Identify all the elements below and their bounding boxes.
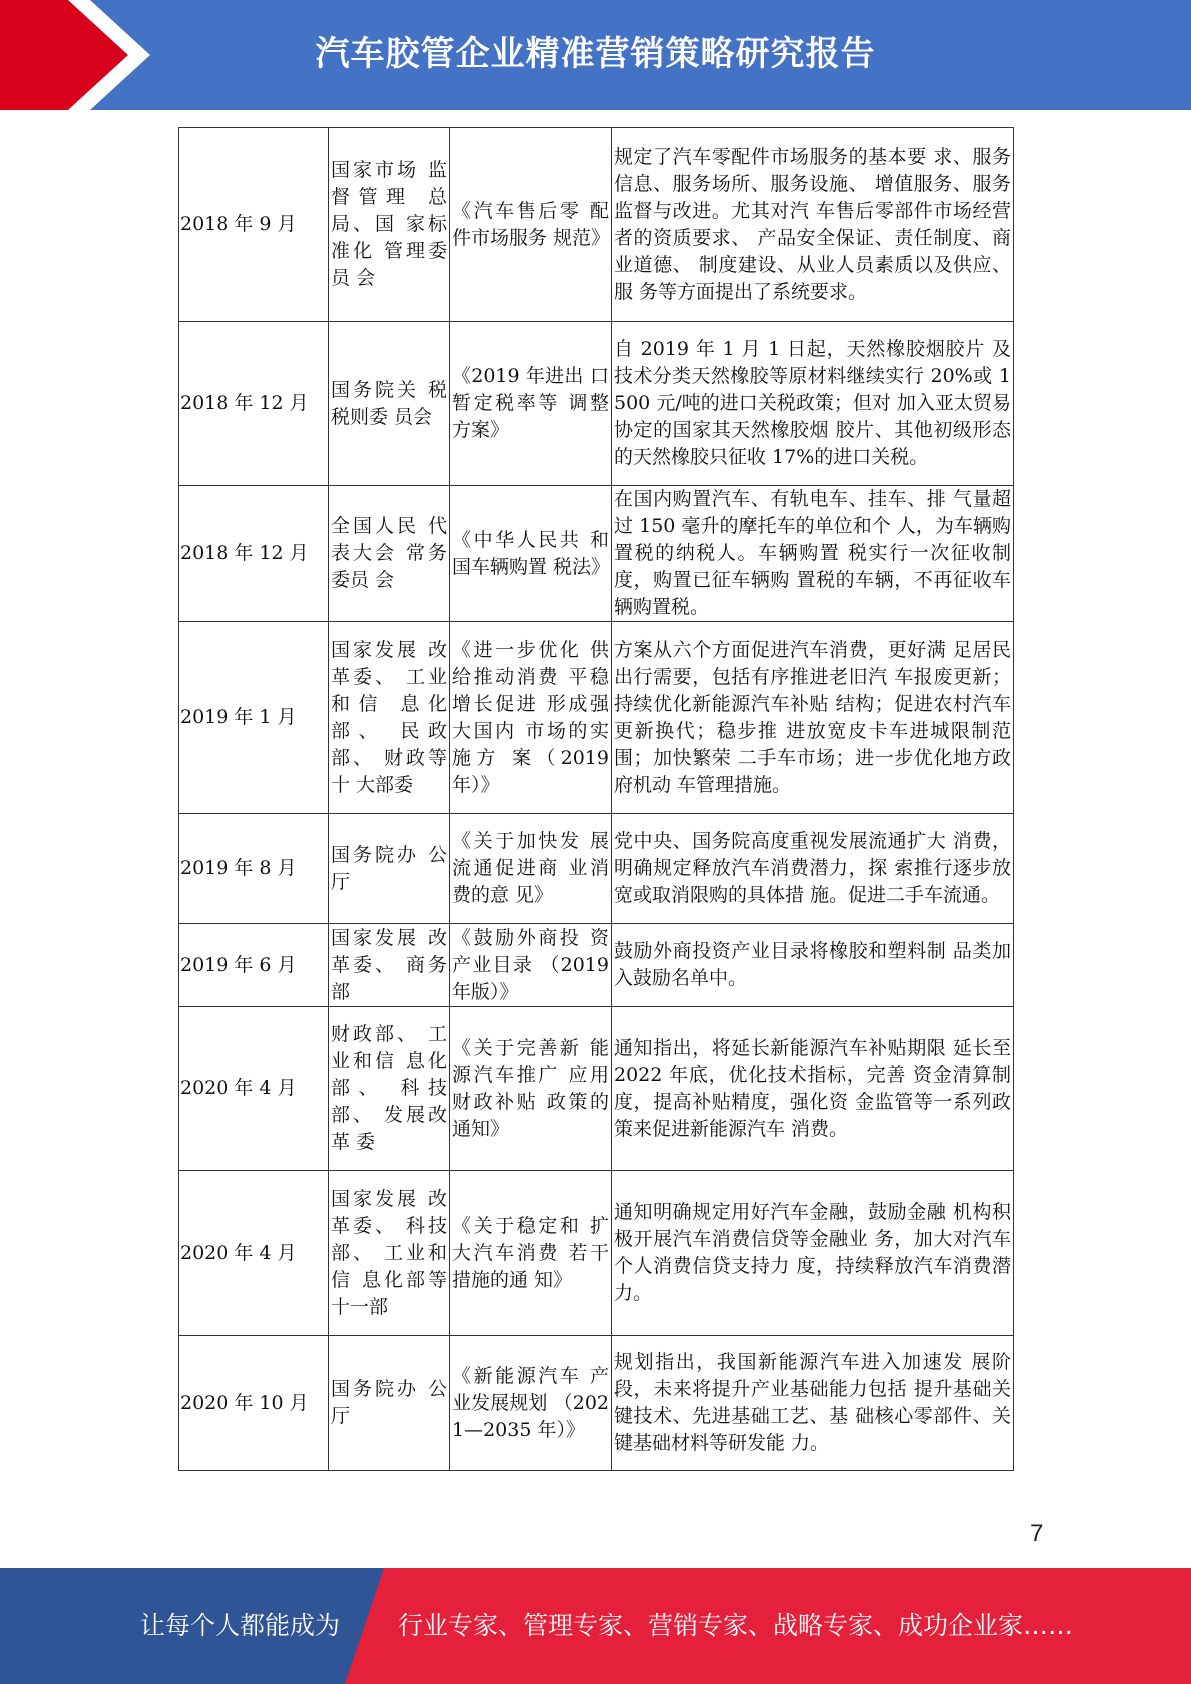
- agency-cell: 全国人民 代表大会 常务委员 会: [329, 486, 450, 622]
- document-cell: 《关于完善新 能源汽车推广 应用财政补贴 政策的通知》: [450, 1007, 612, 1171]
- table-row: [179, 322, 1014, 486]
- document-cell: 《汽车售后零 配件市场服务 规范》: [450, 128, 612, 322]
- agency-cell: 国家发展 改革委、 工业和信 息化部、 民政部、 财政等十 大部委: [329, 622, 450, 814]
- report-title: 汽车胶管企业精准营销策略研究报告: [315, 34, 876, 74]
- document-cell: 《关于加快发 展流通促进商 业消费的意 见》: [450, 814, 612, 924]
- content-cell: 党中央、国务院高度重视发展流通扩大 消费，明确规定释放汽车消费潜力，探 索推行逐步放宽或取消限购的具体措 施。促进二手车流通。: [612, 814, 1014, 924]
- date-cell: 2020 年 4 月: [179, 1007, 329, 1171]
- content-cell: 方案从六个方面促进汽车消费，更好满 足居民出行需要，包括有序推进老旧汽 车报废更新；持续优化新能源汽车补贴 结构；促进农村汽车更新换代；稳步推 进放宽皮卡车进城限制范围；加快繁荣 二手车市场；进一步优化地方政府机动 车管理措施。: [612, 622, 1014, 814]
- table-row: [179, 1336, 1014, 1471]
- content-cell: 鼓励外商投资产业目录将橡胶和塑料制 品类加入鼓励名单中。: [612, 924, 1014, 1007]
- date-cell: 2019 年 8 月: [179, 814, 329, 924]
- table-row: [179, 924, 1014, 1007]
- content-cell: 规划指出，我国新能源汽车进入加速发 展阶段，未来将提升产业基础能力包括 提升基础关键技术、先进基础工艺、基 础核心零部件、关键基础材料等研发能 力。: [612, 1336, 1014, 1471]
- agency-cell: 国务院关 税税则委 员会: [329, 322, 450, 486]
- document-cell: 《2019 年进出 口暂定税率等 调整方案》: [450, 322, 612, 486]
- agency-cell: 国家市场 监督管理 总局、国 家标准化 管理委员 会: [329, 128, 450, 322]
- table-row: [179, 128, 1014, 322]
- page-footer: [0, 1568, 1191, 1684]
- content-cell: 在国内购置汽车、有轨电车、挂车、排 气量超过 150 毫升的摩托车的单位和个 人，为车辆购置税的纳税人。车辆购置 税实行一次征收制度，购置已征车辆购 置税的车辆，不再征收车辆购置税。: [612, 486, 1014, 622]
- content-cell: 自 2019 年 1 月 1 日起，天然橡胶烟胶片 及技术分类天然橡胶等原材料继续实行 20%或 1500 元/吨的进口关税政策；但对 加入亚太贸易协定的国家其天然橡胶烟 胶片、其他初级形态的天然橡胶只征收 17%的进口关税。: [612, 322, 1014, 486]
- table-row: [179, 814, 1014, 924]
- table-row: [179, 622, 1014, 814]
- content-cell: 通知指出，将延长新能源汽车补贴期限 延长至 2022 年底，优化技术指标，完善 资金清算制度，提高补贴精度，强化资 金监管等一系列政策来促进新能源汽车 消费。: [612, 1007, 1014, 1171]
- footer-slogan-right: 行业专家、管理专家、营销专家、战略专家、成功企业家……: [398, 1611, 1074, 1640]
- date-cell: 2019 年 1 月: [179, 622, 329, 814]
- date-cell: 2018 年 9 月: [179, 128, 329, 322]
- table-row: [179, 486, 1014, 622]
- agency-cell: 国务院办 公厅: [329, 814, 450, 924]
- document-cell: 《新能源汽车 产业发展规划 （2021—2035 年）》: [450, 1336, 612, 1471]
- date-cell: 2020 年 4 月: [179, 1171, 329, 1336]
- document-cell: 《关于稳定和 扩大汽车消费 若干措施的通 知》: [450, 1171, 612, 1336]
- date-cell: 2018 年 12 月: [179, 486, 329, 622]
- date-cell: 2020 年 10 月: [179, 1336, 329, 1471]
- table-row: [179, 1171, 1014, 1336]
- page-number: 7: [1030, 1520, 1044, 1547]
- table-row: [179, 1007, 1014, 1171]
- document-cell: 《鼓励外商投 资产业目录 （2019 年版）》: [450, 924, 612, 1007]
- date-cell: 2018 年 12 月: [179, 322, 329, 486]
- policy-table-container: [178, 127, 1013, 1471]
- agency-cell: 国家发展 改革委、 商务部: [329, 924, 450, 1007]
- document-cell: 《中华人民共 和国车辆购置 税法》: [450, 486, 612, 622]
- document-cell: 《进一步优化 供给推动消费 平稳增长促进 形成强大国内 市场的实施方 案（2019 年）》: [450, 622, 612, 814]
- footer-slogan-left: 让每个人都能成为: [140, 1611, 341, 1640]
- agency-cell: 国家发展 改革委、 科技部、 工业和信 息化部等 十一部: [329, 1171, 450, 1336]
- page-header: [0, 0, 1191, 110]
- agency-cell: 财政部、 工业和信 息化部、 科技部、 发展改革 委: [329, 1007, 450, 1171]
- content-cell: 规定了汽车零配件市场服务的基本要 求、服务信息、服务场所、服务设施、 增值服务、服务监督与改进。尤其对汽 车售后零部件市场经营者的资质要求、 产品安全保证、责任制度、商业道德、 制度建设、从业人员素质以及供应、服 务等方面提出了系统要求。: [612, 128, 1014, 322]
- date-cell: 2019 年 6 月: [179, 924, 329, 1007]
- policy-table: [178, 127, 1014, 1471]
- content-cell: 通知明确规定用好汽车金融，鼓励金融 机构积极开展汽车消费信贷等金融业 务，加大对汽车个人消费信贷支持力 度，持续释放汽车消费潜力。: [612, 1171, 1014, 1336]
- agency-cell: 国务院办 公厅: [329, 1336, 450, 1471]
